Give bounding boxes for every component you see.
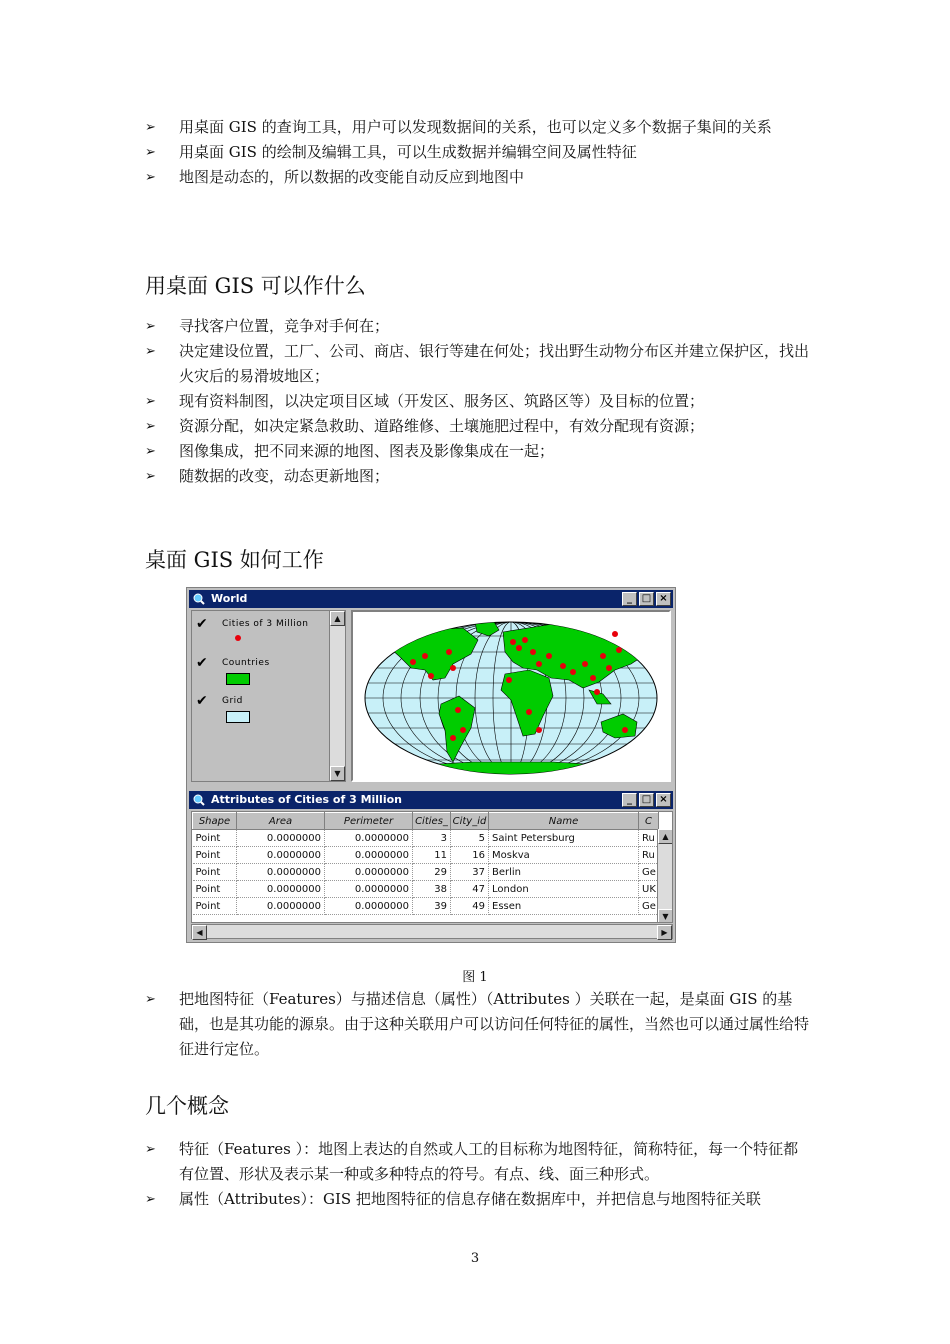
- list-item: ➢ 随数据的改变，动态更新地图；: [145, 464, 810, 489]
- table-row[interactable]: Point 0.0000000 0.0000000 11 16 Moskva Ru: [193, 847, 659, 864]
- list-item: ➢ 图像集成，把不同来源的地图、图表及影像集成在一起；: [145, 439, 810, 464]
- column-header[interactable]: Perimeter: [325, 813, 413, 830]
- world-window-title: World: [211, 592, 248, 605]
- arrow-bullet-icon: ➢: [145, 344, 156, 359]
- maximize-icon[interactable]: □: [639, 793, 654, 807]
- table-row[interactable]: Point 0.0000000 0.0000000 3 5 Saint Petersburg Ru: [193, 830, 659, 847]
- bullet-list-4: [145, 1137, 810, 1212]
- close-icon[interactable]: ×: [656, 592, 671, 606]
- attribute-table: [191, 811, 673, 923]
- list-item: ➢ 地图是动态的，所以数据的改变能自动反应到地图中: [145, 165, 810, 190]
- section-heading: 用桌面 GIS 可以作什么: [145, 274, 366, 298]
- checkmark-icon[interactable]: ✔: [196, 655, 208, 671]
- world-window-titlebar: [189, 590, 673, 608]
- list-item: ➢ 特征（Features ）：地图上表达的自然或人工的目标称为地图特征，简称特征，每一个特征都有位置、形状及表示某一种或多种特点的符号。有点、线、面三种形式。: [145, 1137, 810, 1187]
- scroll-right-icon[interactable]: ▶: [657, 925, 672, 940]
- minimize-icon[interactable]: _: [622, 592, 637, 606]
- arrow-bullet-icon: ➢: [145, 444, 156, 459]
- cyan-swatch: [226, 711, 250, 723]
- scroll-up-icon[interactable]: ▲: [658, 829, 673, 844]
- arrow-bullet-icon: ➢: [145, 1192, 156, 1207]
- checkmark-icon[interactable]: ✔: [196, 616, 208, 632]
- world-map-view[interactable]: [351, 610, 671, 782]
- minimize-icon[interactable]: _: [622, 793, 637, 807]
- table-header-row: [193, 813, 659, 830]
- section-heading: 几个概念: [145, 1094, 229, 1118]
- figure-caption: 图 1: [462, 970, 488, 985]
- table-of-contents: ✔ Cities of 3 Million ✔ Countries ✔ Grid ▲ ▼: [191, 610, 346, 782]
- scroll-left-icon[interactable]: ◀: [192, 925, 207, 940]
- scroll-up-icon[interactable]: ▲: [330, 611, 345, 626]
- bullet-list-1: [145, 115, 810, 190]
- scroll-down-icon[interactable]: ▼: [658, 909, 673, 923]
- bullet-list-2: [145, 314, 810, 489]
- table-vertical-scrollbar[interactable]: [657, 829, 672, 923]
- table-row[interactable]: Point 0.0000000 0.0000000 39 49 Essen Ge: [193, 898, 659, 915]
- arrow-bullet-icon: ➢: [145, 469, 156, 484]
- page-number: 3: [470, 1251, 480, 1266]
- red-dot-icon: [234, 634, 242, 642]
- list-item: ➢ 现有资料制图，以决定项目区域（开发区、服务区、筑路区等）及目标的位置；: [145, 389, 810, 414]
- section-heading: 桌面 GIS 如何工作: [145, 548, 324, 572]
- list-item: ➢ 用桌面 GIS 的绘制及编辑工具，可以生成数据并编辑空间及属性特征: [145, 140, 810, 165]
- arrow-bullet-icon: ➢: [145, 319, 156, 334]
- scroll-down-icon[interactable]: ▼: [330, 766, 345, 781]
- toc-scrollbar[interactable]: [329, 611, 345, 781]
- arrow-bullet-icon: ➢: [145, 145, 156, 160]
- bullet-list-3: [145, 987, 810, 1062]
- list-item: ➢ 资源分配，如决定紧急救助、道路维修、土壤施肥过程中，有效分配现有资源；: [145, 414, 810, 439]
- table-row[interactable]: Point 0.0000000 0.0000000 29 37 Berlin Ge: [193, 864, 659, 881]
- list-item: ➢ 把地图特征（Features）与描述信息（属性）（Attributes ）关联在一起，是桌面 GIS 的基础，也是其功能的源泉。由于这种关联用户可以访问任何特征的属性，当然也可以通过属性给特征进行定位。: [145, 987, 810, 1062]
- arrow-bullet-icon: ➢: [145, 120, 156, 135]
- arrow-bullet-icon: ➢: [145, 394, 156, 409]
- table-row[interactable]: Point 0.0000000 0.0000000 38 47 London UK: [193, 881, 659, 898]
- attributes-window-titlebar: [189, 791, 673, 809]
- column-header[interactable]: Shape: [193, 813, 237, 830]
- checkmark-icon[interactable]: ✔: [196, 693, 208, 709]
- arrow-bullet-icon: ➢: [145, 992, 156, 1007]
- green-swatch: [226, 673, 250, 685]
- globe-icon: [193, 593, 205, 605]
- list-item: ➢ 寻找客户位置，竞争对手何在；: [145, 314, 810, 339]
- list-item: ➢ 决定建设位置，工厂、公司、商店、银行等建在何处；找出野生动物分布区并建立保护区，找出火灾后的易滑坡地区；: [145, 339, 810, 389]
- world-map: [353, 612, 669, 780]
- arrow-bullet-icon: ➢: [145, 1142, 156, 1157]
- column-header[interactable]: Area: [237, 813, 325, 830]
- column-header[interactable]: City_id: [451, 813, 489, 830]
- list-item: ➢ 用桌面 GIS 的查询工具，用户可以发现数据间的关系，也可以定义多个数据子集间的关系: [145, 115, 810, 140]
- list-item: ➢ 属性（Attributes）：GIS 把地图特征的信息存储在数据库中，并把信息与地图特征关联: [145, 1187, 810, 1212]
- globe-icon: [193, 794, 205, 806]
- column-header[interactable]: C: [639, 813, 659, 830]
- maximize-icon[interactable]: □: [639, 592, 654, 606]
- attributes-window-title: Attributes of Cities of 3 Million: [211, 793, 402, 806]
- gis-screenshot: [186, 587, 676, 943]
- table-horizontal-scrollbar[interactable]: [191, 924, 673, 939]
- arrow-bullet-icon: ➢: [145, 170, 156, 185]
- arrow-bullet-icon: ➢: [145, 419, 156, 434]
- close-icon[interactable]: ×: [656, 793, 671, 807]
- column-header[interactable]: Cities_: [413, 813, 451, 830]
- column-header[interactable]: Name: [489, 813, 639, 830]
